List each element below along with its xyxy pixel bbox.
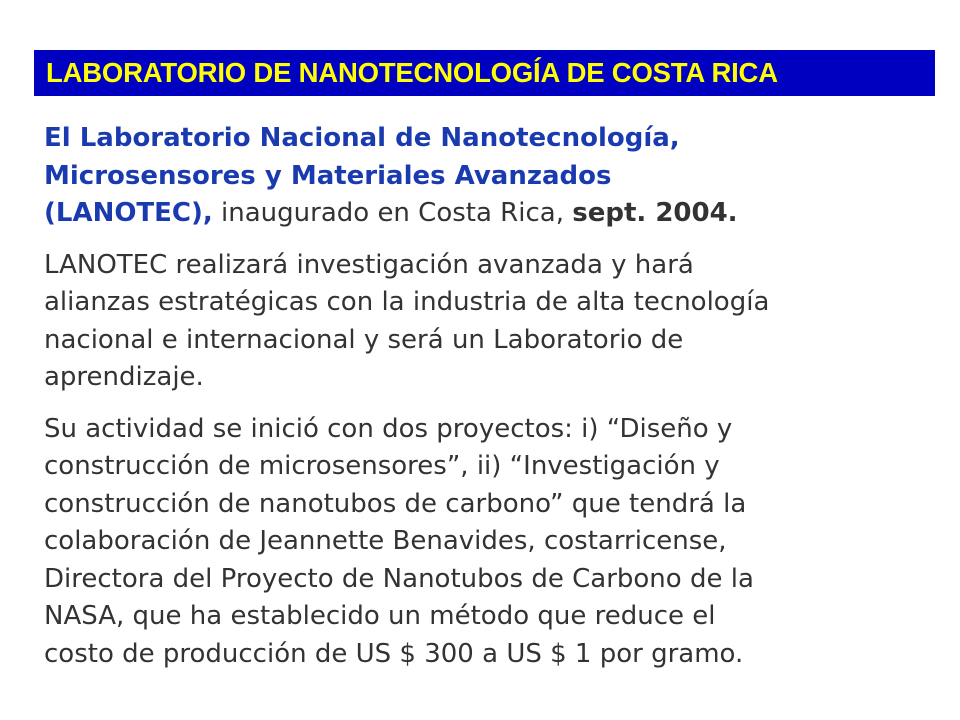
title-bar — [34, 50, 935, 96]
projects-line-5: Directora del Proyecto de Nanotubos de Carbono de la — [44, 563, 754, 594]
projects-line-2: construcción de microsensores”, ii) “Investigación y — [44, 451, 720, 481]
mission-line-4: aprendizaje. — [44, 362, 204, 392]
paragraph-projects — [44, 411, 944, 674]
projects-line-3: construcción de nanotubos de carbono” que tendrá la — [44, 488, 747, 519]
slide-body — [44, 120, 944, 673]
lab-acronym: (LANOTEC), — [44, 198, 213, 228]
lab-name-line-2: Microsensores y Materiales Avanzados — [44, 160, 612, 191]
mission-line-1: LANOTEC realizará investigación avanzada y hará — [44, 249, 694, 280]
projects-line-7: costo de producción de US $ 300 a US $ 1 por gramo. — [44, 638, 744, 669]
projects-line-4: colaboración de Jeannette Benavides, costarricense, — [44, 526, 727, 556]
mission-line-3: nacional e internacional y será un Laboratorio de — [44, 324, 684, 355]
inauguration-text: inaugurado en Costa Rica, — [212, 198, 573, 228]
paragraph-intro — [44, 120, 944, 233]
slide-title: LABORATORIO DE NANOTECNOLOGÍA DE COSTA RICA — [46, 57, 778, 88]
inauguration-date: sept. 2004. — [572, 198, 738, 228]
lab-name-line-1: El Laboratorio Nacional de Nanotecnología, — [44, 123, 680, 153]
projects-line-6: NASA, que ha establecido un método que reduce el — [44, 601, 716, 631]
mission-line-2: alianzas estratégicas con la industria de alta tecnología — [44, 287, 770, 317]
projects-line-1: Su actividad se inició con dos proyectos: i) “Diseño y — [44, 413, 733, 444]
paragraph-mission — [44, 247, 944, 397]
